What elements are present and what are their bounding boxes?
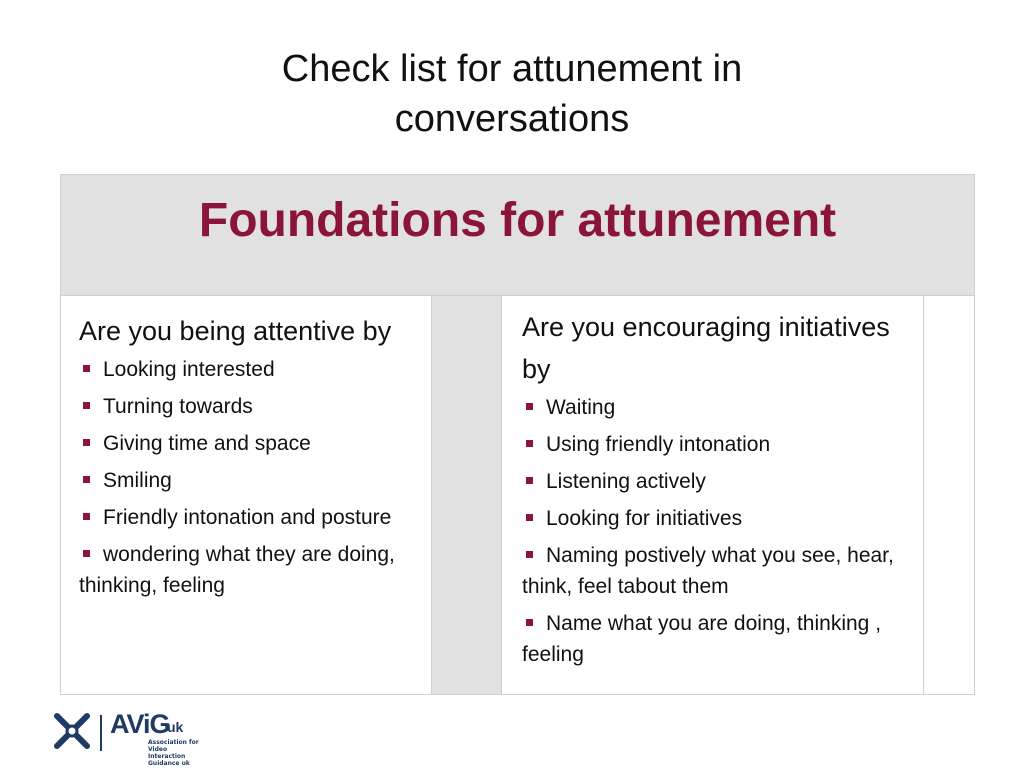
list-item-text: Friendly intonation and posture (103, 506, 392, 529)
square-bullet-icon (83, 365, 90, 372)
logo-wordmark: AViG (110, 709, 170, 739)
logo-divider (100, 715, 102, 751)
avig-logo (52, 709, 202, 767)
slide-title-line-1: Check list for attunement in (281, 48, 743, 90)
list-item-text: Smiling (103, 469, 172, 492)
slide-title-line-2: conversations (394, 98, 630, 140)
square-bullet-icon (526, 477, 533, 484)
square-bullet-icon (83, 439, 90, 446)
right-column (502, 296, 924, 695)
left-bullet-list (79, 354, 415, 601)
slide-title (0, 44, 1024, 144)
list-item-text: Turning towards (103, 395, 253, 418)
list-item (522, 429, 907, 460)
left-shaded-column (432, 296, 502, 695)
logo-tagline: Association for Video Interaction Guidance uk (148, 739, 199, 767)
square-bullet-icon (526, 514, 533, 521)
square-bullet-icon (83, 513, 90, 520)
square-bullet-icon (526, 619, 533, 626)
square-bullet-icon (526, 440, 533, 447)
right-blank-column (924, 296, 975, 695)
list-item (79, 465, 415, 496)
list-item (79, 391, 415, 422)
square-bullet-icon (526, 403, 533, 410)
list-item-text: Looking for initiatives (546, 507, 743, 530)
list-item (79, 539, 415, 601)
list-item (522, 540, 907, 602)
list-item-text: Giving time and space (103, 432, 311, 455)
list-item (522, 608, 907, 670)
list-item-text: wondering what they are doing, thinking, feeling (79, 543, 395, 597)
list-item (79, 354, 415, 385)
list-item-text: Looking interested (103, 358, 275, 381)
right-bullet-list (522, 392, 907, 670)
right-question: Are you encouraging initiatives by (522, 312, 890, 384)
list-item-text: Listening actively (546, 470, 706, 493)
square-bullet-icon (83, 476, 90, 483)
list-item-text: Using friendly intonation (546, 433, 771, 456)
list-item (79, 428, 415, 459)
logo-suffix: uk (167, 719, 184, 735)
list-item-text: Waiting (546, 396, 616, 419)
left-question: Are you being attentive by (79, 316, 392, 346)
checklist-table (60, 174, 975, 695)
list-item (522, 503, 907, 534)
list-item (522, 466, 907, 497)
list-item (79, 502, 415, 533)
square-bullet-icon (83, 402, 90, 409)
square-bullet-icon (83, 550, 90, 557)
square-bullet-icon (526, 551, 533, 558)
table-header-cell (61, 175, 975, 296)
left-column (61, 296, 432, 695)
list-item (522, 392, 907, 423)
list-item-text: Naming postively what you see, hear, think, feel tabout them (522, 544, 894, 598)
list-item-text: Name what you are doing, thinking , feeling (522, 612, 882, 666)
avig-logo-icon (52, 711, 92, 751)
table-header: Foundations for attunement (198, 193, 837, 247)
